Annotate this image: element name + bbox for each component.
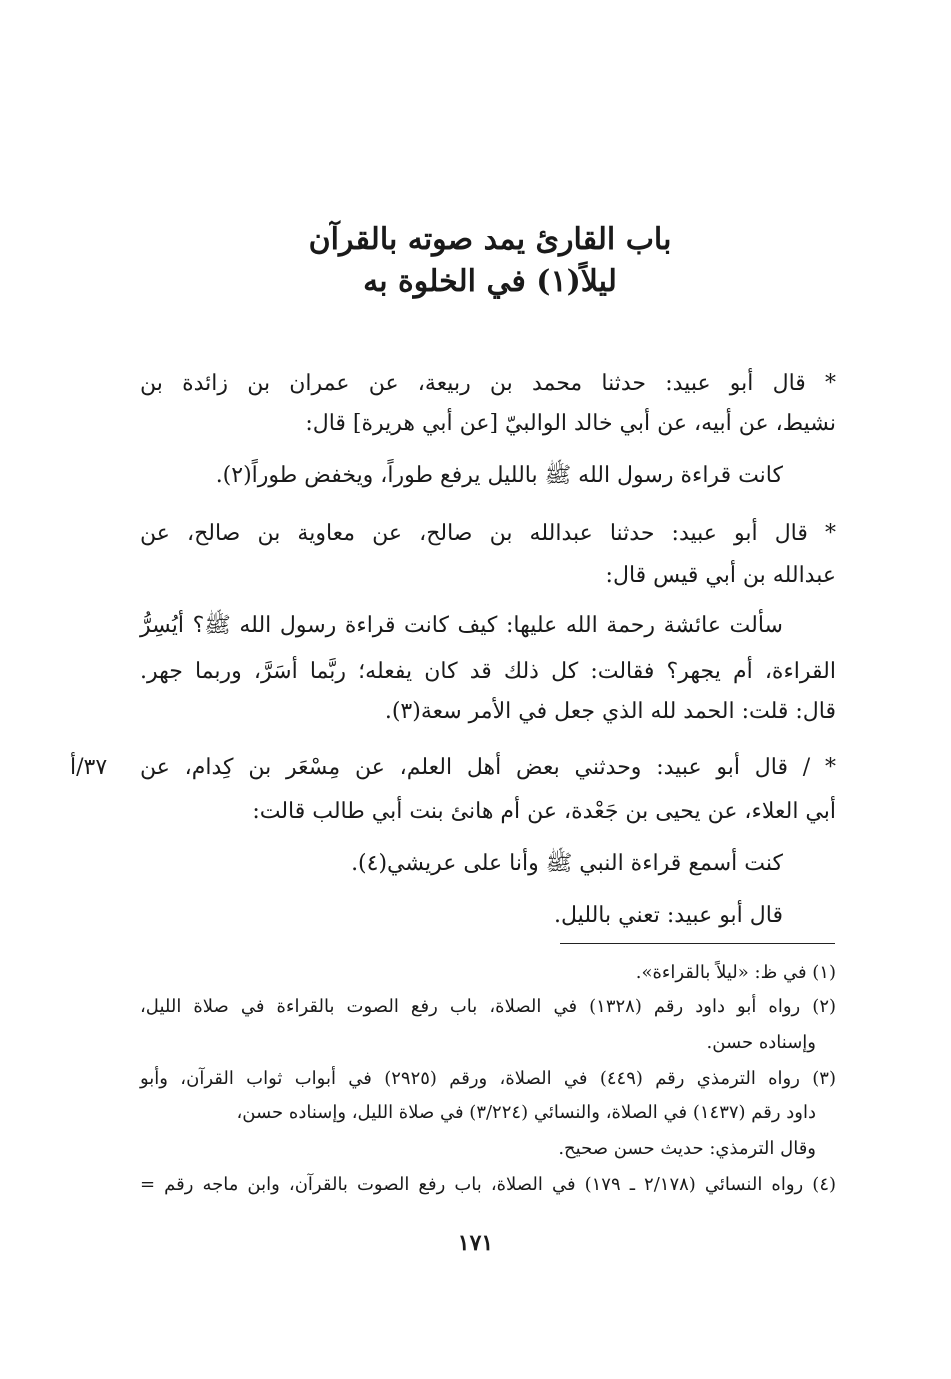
hadith-text-2: كنت أسمع قراءة النبي ﷺ وأنا على عريشي(٤). (351, 851, 783, 876)
footnote-separator (560, 943, 835, 944)
paragraph-1-line-2: نشيط، عن أبيه، عن أبي خالد الوالبيّ [عن أبي هريرة] قال: (305, 411, 836, 436)
footnote-4-line-1: (٤) رواه النسائي (٢/١٧٨ ـ ١٧٩) في الصلاة، باب رفع الصوت بالقرآن، وابن ماجه رقم = (140, 1174, 837, 1195)
footnote-3-line-1: (٣) رواه الترمذي رقم (٤٤٩) في الصلاة، ورقم (٢٩٢٥) في أبواب ثواب القرآن، وأبو (140, 1068, 836, 1089)
paragraph-5-line-1: * / قال أبو عبيد: وحدثني بعض أهل العلم، عن مِسْعَر بن كِدام، عن (140, 755, 837, 780)
paragraph-3-line-2: عبدالله بن أبي قيس قال: (605, 563, 836, 588)
paragraph-1-line-1: * قال أبو عبيد: حدثنا محمد بن ربيعة، عن عمران بن زائدة بن (140, 371, 836, 396)
hadith-text-1: كانت قراءة رسول الله ﷺ بالليل يرفع طوراً، ويخفض طوراً(٢). (215, 463, 783, 488)
chapter-title-line1: باب القارئ يمد صوته بالقرآن (308, 222, 672, 257)
manuscript-folio-ref: ٣٧/أ (70, 755, 108, 780)
footnote-3-line-2: داود رقم (١٤٣٧) في الصلاة، والنسائي (٣/٢٢٤) في صلاة الليل، وإسناده حسن، (236, 1102, 816, 1123)
paragraph-4-line-3: قال: قلت: الحمد لله الذي جعل في الأمر سعة(٣). (384, 699, 836, 724)
paragraph-5-line-2: أبي العلاء، عن يحيى بن جَعْدة، عن أم هانئ بنت أبي طالب قالت: (252, 799, 836, 824)
footnote-1: (١) في ظ: «ليلاً بالقراءة». (635, 962, 836, 983)
chapter-title-line2: ليلاً(١) في الخلوة به (363, 264, 617, 299)
paragraph-3-line-1: * قال أبو عبيد: حدثنا عبدالله بن صالح، عن معاوية بن صالح، عن (140, 521, 836, 546)
paragraph-4-line-1: سألت عائشة رحمة الله عليها: كيف كانت قراءة رسول الله ﷺ؟ أيُسِرُّ (140, 613, 783, 638)
footnote-2-line-2: وإسناده حسن. (706, 1032, 816, 1053)
footnote-2-line-1: (٢) رواه أبو داود رقم (١٣٢٨) في الصلاة، باب رفع الصوت بالقراءة في صلاة الليل، (140, 996, 837, 1017)
page-number: ١٧١ (457, 1230, 494, 1256)
paragraph-4-line-2: القراءة، أم يجهر؟ فقالت: كل ذلك قد كان يفعله؛ ربَّما أسَرَّ، وربما جهر. (140, 659, 836, 684)
closing-remark: قال أبو عبيد: تعني بالليل. (554, 903, 783, 928)
footnote-3-line-3: وقال الترمذي: حديث حسن صحيح. (558, 1138, 816, 1159)
